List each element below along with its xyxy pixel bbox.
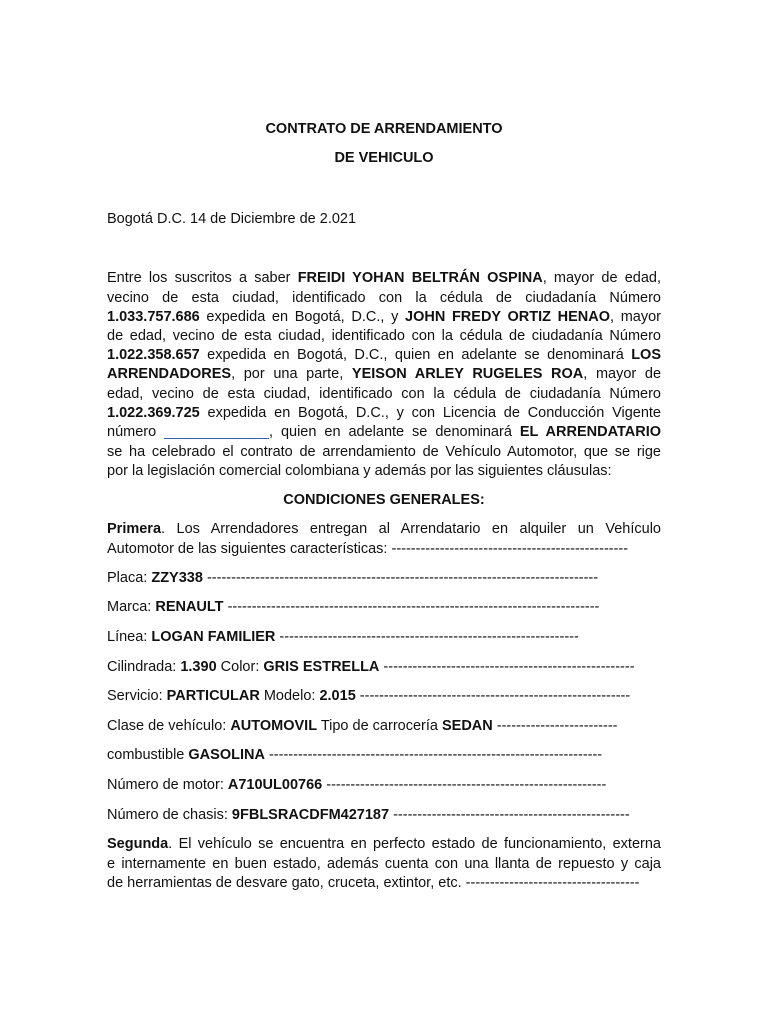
clase-value: AUTOMOVIL (230, 718, 318, 734)
chasis-value: 9FBLSRACDFM427187 (231, 807, 390, 823)
document-title: CONTRATO DE ARRENDAMIENTO (265, 121, 503, 137)
tenant-name: YEISON ARLEY RUGELES ROA (351, 366, 584, 382)
intro-line-9: número _____________, quien en adelante se denominará EL ARRENDATARIO (107, 424, 661, 440)
color-value: GRIS ESTRELLA (263, 659, 380, 675)
arrendadores-label: ARRENDADORES (107, 366, 232, 382)
intro-line-1: Entre los suscritos a saber FREIDI YOHAN BELTRÁN OSPINA, mayor de edad, (107, 270, 661, 286)
motor-value: A710UL00766 (227, 777, 323, 793)
tipo-value: SEDAN (441, 718, 493, 734)
clause-primera-line-2: Automotor de las siguientes características: ------------------------------------------------- (107, 541, 629, 557)
intro-line-11: por la legislación comercial colombiana y además por las siguientes cláusulas: (107, 463, 612, 479)
vehicle-linea: Línea: LOGAN FAMILIER -------------------------------------------------------------- (107, 629, 579, 645)
linea-value: LOGAN FAMILIER (151, 629, 276, 645)
vehicle-servicio-modelo: Servicio: PARTICULAR Modelo: 2.015 -------------------------------------------------------- (107, 688, 631, 704)
clause-segunda-line-1: Segunda. El vehículo se encuentra en perfecto estado de funcionamiento, externa (107, 836, 661, 852)
marca-value: RENAULT (155, 599, 224, 615)
vehicle-chasis: Número de chasis: 9FBLSRACDFM427187 ------------------------------------------------- (107, 807, 630, 823)
owner-2-name: JOHN FREDY ORTIZ HENAO (405, 309, 611, 325)
vehicle-motor: Número de motor: A710UL00766 ---------------------------------------------------------- (107, 777, 607, 793)
clause-segunda-line-2: e internamente en buen estado, además cuenta con una llanta de repuesto y caja (107, 856, 661, 872)
id-number-1: 1.033.757.686 (107, 309, 200, 325)
intro-line-6: ARRENDADORES, por una parte, YEISON ARLEY RUGELES ROA, mayor de (107, 366, 662, 382)
vehicle-cilindrada-color: Cilindrada: 1.390 Color: GRIS ESTRELLA ---------------------------------------------------- (107, 659, 635, 675)
vehicle-marca: Marca: RENAULT ----------------------------------------------------------------------------- (107, 599, 600, 615)
vehicle-placa: Placa: ZZY338 --------------------------------------------------------------------------------- (107, 570, 599, 586)
placa-value: ZZY338 (151, 570, 203, 586)
intro-line-2: vecino de esta ciudad, identificado con la cédula de ciudadanía Número (107, 290, 661, 306)
intro-line-8: 1.022.369.725 expedida en Bogotá, D.C., y con Licencia de Conducción Vigente (107, 405, 661, 421)
clause-segunda-line-3: de herramientas de desvare gato, cruceta, extintor, etc. ------------------------------------ (107, 875, 640, 891)
id-number-3: 1.022.369.725 (107, 405, 200, 421)
servicio-value: PARTICULAR (166, 688, 260, 704)
intro-line-4: de edad, vecino de esta ciudad, identificado con la cédula de ciudadanía Número (107, 328, 661, 344)
vehicle-clase-tipo: Clase de vehículo: AUTOMOVIL Tipo de carrocería SEDAN ------------------------- (107, 718, 618, 734)
vehicle-combustible: combustible GASOLINA --------------------------------------------------------------------- (107, 747, 603, 763)
clause-primera-label: Primera (107, 521, 162, 537)
clause-primera-line-1: Primera. Los Arrendadores entregan al Arrendatario en alquiler un Vehículo (107, 521, 661, 537)
owner-1-name: FREIDI YOHAN BELTRÁN OSPINA (297, 270, 543, 286)
arrendatario-label: EL ARRENDATARIO (519, 424, 661, 440)
place-date: Bogotá D.C. 14 de Diciembre de 2.021 (107, 211, 357, 227)
license-number-blank: _____________ (164, 424, 269, 440)
intro-line-7: edad, vecino de esta ciudad, identificado con la cédula de ciudadanía Número (107, 386, 661, 402)
intro-line-10: se ha celebrado el contrato de arrendamiento de Vehículo Automotor, que se rige (107, 444, 661, 460)
cilindrada-value: 1.390 (180, 659, 217, 675)
combustible-value: GASOLINA (188, 747, 265, 763)
intro-line-5: 1.022.358.657 expedida en Bogotá, D.C., quien en adelante se denominará LOS (107, 347, 661, 363)
modelo-value: 2.015 (319, 688, 356, 704)
id-number-2: 1.022.358.657 (107, 347, 200, 363)
document-subtitle: DE VEHICULO (334, 150, 434, 166)
section-heading: CONDICIONES GENERALES: (283, 492, 485, 508)
intro-line-3: 1.033.757.686 expedida en Bogotá, D.C., y JOHN FREDY ORTIZ HENAO, mayor (107, 309, 662, 325)
clause-segunda-label: Segunda (107, 836, 169, 852)
